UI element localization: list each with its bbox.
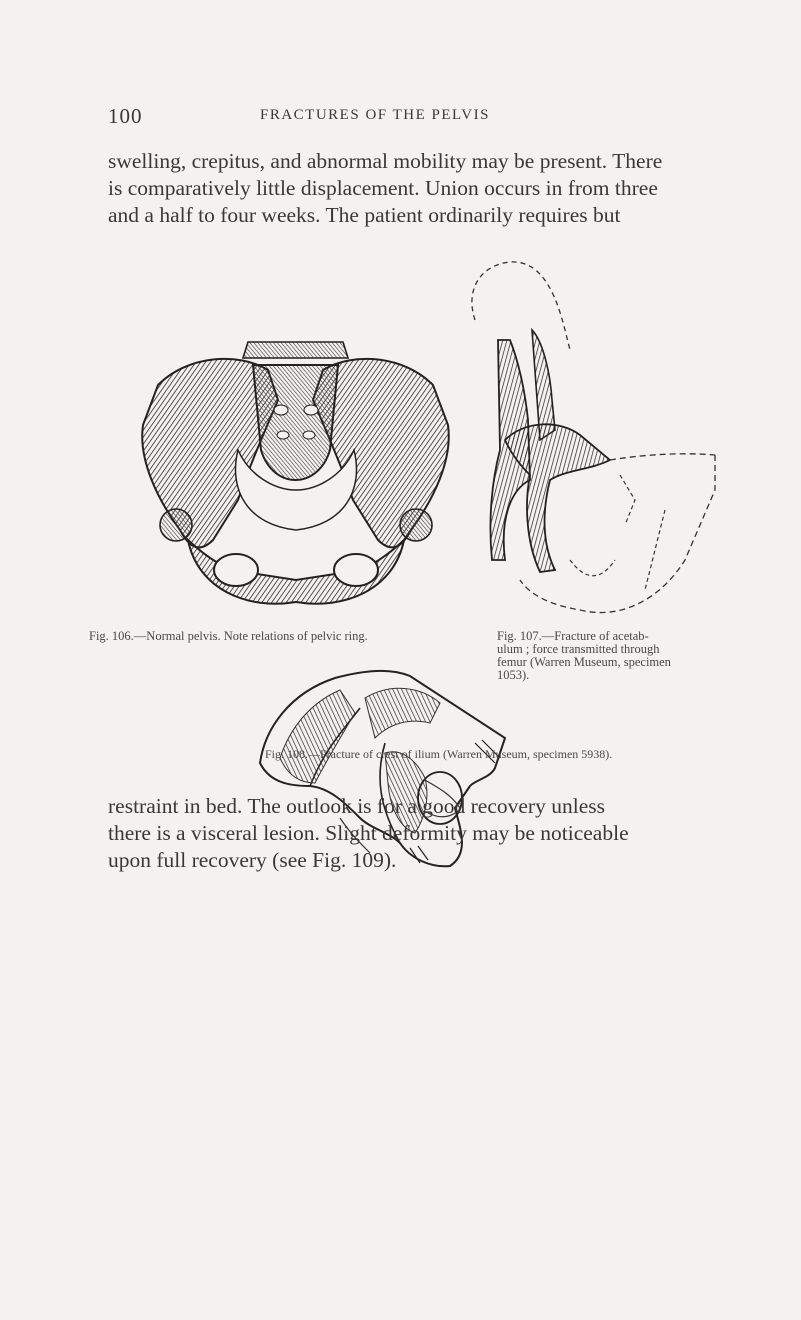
figure-106-normal-pelvis	[118, 340, 473, 625]
paragraph-line: there is a visceral lesion. Slight deformity may be noticeable	[108, 821, 629, 845]
paragraph-line: upon full recovery (see Fig. 109).	[108, 848, 397, 872]
paragraph-bottom	[108, 793, 708, 874]
figure-106-caption: Fig. 106.—Normal pelvis. Note relations of pelvic ring.	[89, 629, 368, 643]
figure-108-caption: Fig. 108.—Fracture of crest of ilium (Warren Museum, specimen 5938).	[265, 747, 613, 761]
acetabulum-illustration	[470, 260, 720, 625]
paragraph-line: and a half to four weeks. The patient ordinarily requires but	[108, 203, 621, 227]
pelvis-illustration	[118, 340, 473, 625]
caption-line: Fig. 107.—Fracture of acetab-	[497, 629, 649, 643]
paragraph-top	[108, 148, 708, 229]
paragraph-line: restraint in bed. The outlook is for a good recovery unless	[108, 794, 605, 818]
running-head-title: FRACTURES OF THE PELVIS	[260, 107, 490, 123]
caption-line: femur (Warren Museum, specimen	[497, 655, 671, 669]
caption-line: ulum ; force transmitted through	[497, 642, 660, 656]
page-number: 100	[108, 104, 143, 128]
figure-107-acetabulum-fracture	[470, 260, 720, 625]
paragraph-line: swelling, crepitus, and abnormal mobility may be present. There	[108, 149, 663, 173]
caption-line: 1053).	[497, 668, 530, 682]
figure-107-caption	[497, 630, 727, 682]
paragraph-line: is comparatively little displacement. Union occurs in from three	[108, 176, 658, 200]
running-head	[108, 104, 698, 134]
